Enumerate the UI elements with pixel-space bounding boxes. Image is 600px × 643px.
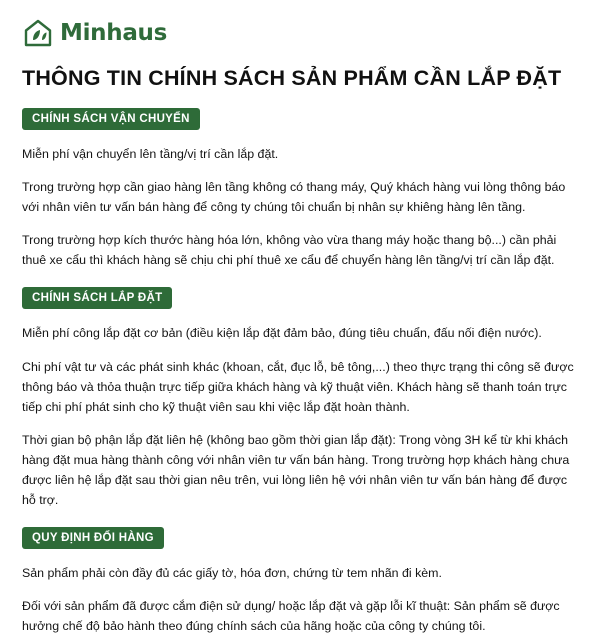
section-heading-shipping: CHÍNH SÁCH VẬN CHUYỂN <box>22 108 200 130</box>
paragraph: Chi phí vật tư và các phát sinh khác (khoan, cắt, đục lỗ, bê tông,...) theo thực trạng thi công sẽ được thông báo và thỏa thuận trực tiếp giữa khách hàng và kỹ thuật viên. Khách hàng sẽ thanh toán trực tiếp chi phí phát sinh cho kỹ thuật viên sau khi việc lắp đặt hoàn thành. <box>22 359 574 414</box>
brand-name: Minhaus <box>60 20 168 46</box>
paragraph: Miễn phí công lắp đặt cơ bản (điều kiện lắp đặt đảm bảo, đúng tiêu chuẩn, đấu nối điện nước). <box>22 326 542 341</box>
section-shipping-policy <box>20 108 580 270</box>
paragraph: Đối với sản phẩm đã được cắm điện sử dụng/ hoặc lắp đặt và gặp lỗi kĩ thuật: Sản phẩm sẽ được hưởng chế độ bảo hành theo đúng chính sách của hãng hoặc của công ty chúng tôi. <box>22 599 560 634</box>
paragraph: Trong trường hợp kích thước hàng hóa lớn, không vào vừa thang máy hoặc thang bộ...) cần phải thuê xe cẩu thì khách hàng sẽ chịu chi phí thuê xe cẩu để chuyển hàng lên tầng/vị trí cần lắp đặt. <box>22 233 557 268</box>
paragraph: Sản phẩm phải còn đầy đủ các giấy tờ, hóa đơn, chứng từ tem nhãn đi kèm. <box>22 566 442 581</box>
paragraph: Thời gian bộ phận lắp đặt liên hệ (không bao gồm thời gian lắp đặt): Trong vòng 3H kể từ khi khách hàng đặt mua hàng thành công với nhân viên tư vấn bán hàng. Trong trường hợp khách hàng chưa được liên hệ lắp đặt sau thời gian nêu trên, vui lòng liên hệ với nhân viên tư vấn bán hàng để được hỗ trợ. <box>22 432 570 508</box>
section-heading-exchange: QUY ĐỊNH ĐỔI HÀNG <box>22 527 164 549</box>
section-heading-installation: CHÍNH SÁCH LẮP ĐẶT <box>22 287 172 309</box>
paragraph: Trong trường hợp cần giao hàng lên tầng không có thang máy, Quý khách hàng vui lòng thông báo với nhân viên tư vấn bán hàng để công ty chúng tôi chuẩn bị nhân sự khiêng hàng lên tầng. <box>22 180 566 215</box>
house-leaf-logo-icon <box>23 18 53 48</box>
page-title: THÔNG TIN CHÍNH SÁCH SẢN PHẨM CẦN LẮP ĐẶT <box>22 66 562 90</box>
bottom-spacer <box>20 637 580 643</box>
brand-logo <box>23 14 580 52</box>
paragraph: Miễn phí vận chuyển lên tầng/vị trí cần lắp đặt. <box>22 147 279 161</box>
section-exchange-policy <box>20 527 580 636</box>
section-installation-policy <box>20 287 580 510</box>
